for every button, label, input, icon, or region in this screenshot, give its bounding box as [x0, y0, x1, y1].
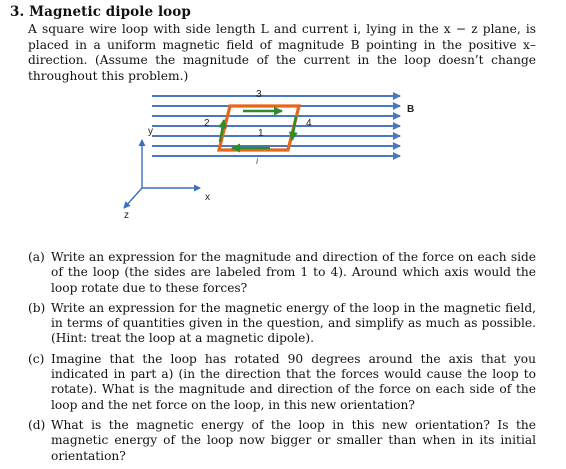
- field-label-b: B: [407, 104, 415, 115]
- question-list: [28, 250, 536, 469]
- side-label-1: 1: [258, 128, 264, 139]
- question-text: Write an expression for the magnetic energy of the loop in the magnetic field, in terms of quantities given in the question, and simplify as much as possible. (Hint: treat the loop at a magnetic dipole).: [51, 300, 536, 346]
- side-label-3: 3: [256, 89, 262, 100]
- z-axis-arrow: [124, 188, 142, 208]
- y-axis-label: y: [148, 126, 153, 137]
- question-label: (c): [28, 351, 45, 366]
- question-label: (a): [28, 250, 45, 264]
- question-b: [28, 301, 536, 347]
- question-c: [28, 352, 536, 413]
- question-text: Imagine that the loop has rotated 90 degrees around the axis that you indicated in part a) (in the direction that the forces would cause the loop to rotate). What is the magnitude and direction of the force on each side of the loop and the net force on the loop, in this new orientation?: [51, 351, 536, 412]
- question-a: [28, 250, 536, 296]
- question-text: What is the magnetic energy of the loop in this new orientation? Is the magnetic energy of the loop now bigger or smaller than when in its initial orientation?: [51, 417, 536, 463]
- problem-intro: A square wire loop with side length L and current i, lying in the x − z plane, is placed in a uniform magnetic field of magnitude B pointing in the positive x–direction. (Assume the magnitude of the current in the loop doesn’t change throughout this problem.): [28, 22, 536, 83]
- problem-heading: 3. Magnetic dipole loop: [10, 4, 191, 20]
- side-label-4: 4: [306, 118, 312, 129]
- current-label: i: [256, 156, 259, 167]
- side-label-2: 2: [204, 118, 210, 129]
- z-axis-label: z: [124, 210, 129, 221]
- dipole-figure: [0, 78, 566, 228]
- question-d: [28, 418, 536, 464]
- question-label: (d): [28, 417, 46, 432]
- x-axis-label: x: [205, 192, 210, 203]
- question-text: Write an expression for the magnitude and direction of the force on each side of the loop (the sides are labeled from 1 to 4). Around which axis would the loop rotate due to these forces?: [51, 250, 536, 295]
- question-label: (b): [28, 300, 46, 315]
- coordinate-axes: [124, 126, 210, 221]
